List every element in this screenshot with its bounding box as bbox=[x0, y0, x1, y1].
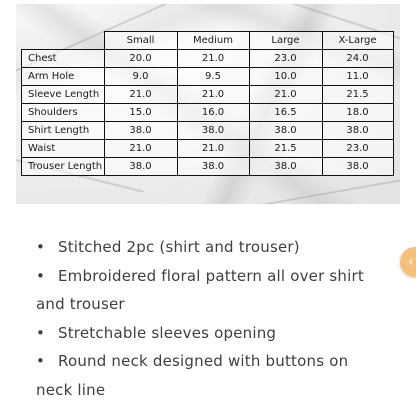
bullet: • bbox=[36, 238, 46, 256]
measurement-value: 21.0 bbox=[177, 86, 249, 104]
measurement-value: 10.0 bbox=[249, 68, 322, 86]
size-chart-table bbox=[21, 31, 394, 176]
measurement-value: 38.0 bbox=[322, 122, 393, 140]
feature-text: Round neck designed with buttons on neck line bbox=[36, 352, 349, 399]
measurement-value: 21.5 bbox=[249, 140, 322, 158]
list-item bbox=[36, 319, 382, 348]
size-chart-image bbox=[16, 4, 400, 204]
measurement-value: 18.0 bbox=[322, 104, 393, 122]
measurement-label: Shirt Length bbox=[22, 122, 105, 140]
measurement-value: 11.0 bbox=[322, 68, 393, 86]
measurement-value: 38.0 bbox=[249, 122, 322, 140]
measurement-value: 24.0 bbox=[322, 50, 393, 68]
measurement-value: 21.0 bbox=[177, 50, 249, 68]
bullet: • bbox=[36, 323, 46, 342]
size-column-header: Medium bbox=[177, 32, 249, 50]
measurement-value: 21.0 bbox=[104, 86, 177, 104]
size-column-header: Small bbox=[104, 32, 177, 50]
size-header-corner bbox=[22, 32, 105, 50]
feature-text: Embroidered floral pattern all over shirt and trouser bbox=[36, 266, 364, 313]
size-header-row bbox=[22, 32, 394, 50]
feature-text: Stretchable sleeves opening bbox=[58, 323, 277, 342]
list-item bbox=[36, 262, 382, 319]
measurement-label: Arm Hole bbox=[22, 68, 105, 86]
measurement-value: 38.0 bbox=[104, 158, 177, 176]
measurement-label: Trouser Length bbox=[22, 158, 105, 176]
measurement-value: 21.0 bbox=[249, 86, 322, 104]
table-row bbox=[22, 122, 394, 140]
list-item bbox=[36, 233, 382, 262]
measurement-value: 21.5 bbox=[322, 86, 393, 104]
measurement-value: 23.0 bbox=[249, 50, 322, 68]
measurement-value: 16.5 bbox=[249, 104, 322, 122]
marble-vein bbox=[247, 172, 400, 204]
measurement-value: 15.0 bbox=[104, 104, 177, 122]
list-item bbox=[36, 347, 382, 404]
measurement-value: 20.0 bbox=[104, 50, 177, 68]
measurement-value: 38.0 bbox=[249, 158, 322, 176]
measurement-value: 9.5 bbox=[177, 68, 249, 86]
table-row bbox=[22, 158, 394, 176]
measurement-label: Waist bbox=[22, 140, 105, 158]
measurement-label: Chest bbox=[22, 50, 105, 68]
table-row bbox=[22, 140, 394, 158]
measurement-value: 9.0 bbox=[104, 68, 177, 86]
measurement-value: 23.0 bbox=[322, 140, 393, 158]
feature-text: Stitched 2pc (shirt and trouser) bbox=[58, 238, 300, 256]
measurement-value: 21.0 bbox=[104, 140, 177, 158]
bullet: • bbox=[36, 352, 46, 370]
table-row bbox=[22, 104, 394, 122]
measurement-value: 38.0 bbox=[322, 158, 393, 176]
size-column-header: X-Large bbox=[322, 32, 393, 50]
size-column-header: Large bbox=[249, 32, 322, 50]
product-features-list bbox=[36, 233, 382, 404]
measurement-value: 38.0 bbox=[177, 122, 249, 140]
measurement-value: 16.0 bbox=[177, 104, 249, 122]
table-row bbox=[22, 86, 394, 104]
measurement-value: 38.0 bbox=[177, 158, 249, 176]
measurement-label: Sleeve Length bbox=[22, 86, 105, 104]
chevron-left-icon: ‹ bbox=[408, 254, 414, 270]
measurement-value: 21.0 bbox=[177, 140, 249, 158]
bullet: • bbox=[36, 266, 46, 285]
measurement-label: Shoulders bbox=[22, 104, 105, 122]
floating-action-button[interactable] bbox=[400, 247, 416, 277]
table-row bbox=[22, 68, 394, 86]
table-row bbox=[22, 50, 394, 68]
measurement-value: 38.0 bbox=[104, 122, 177, 140]
